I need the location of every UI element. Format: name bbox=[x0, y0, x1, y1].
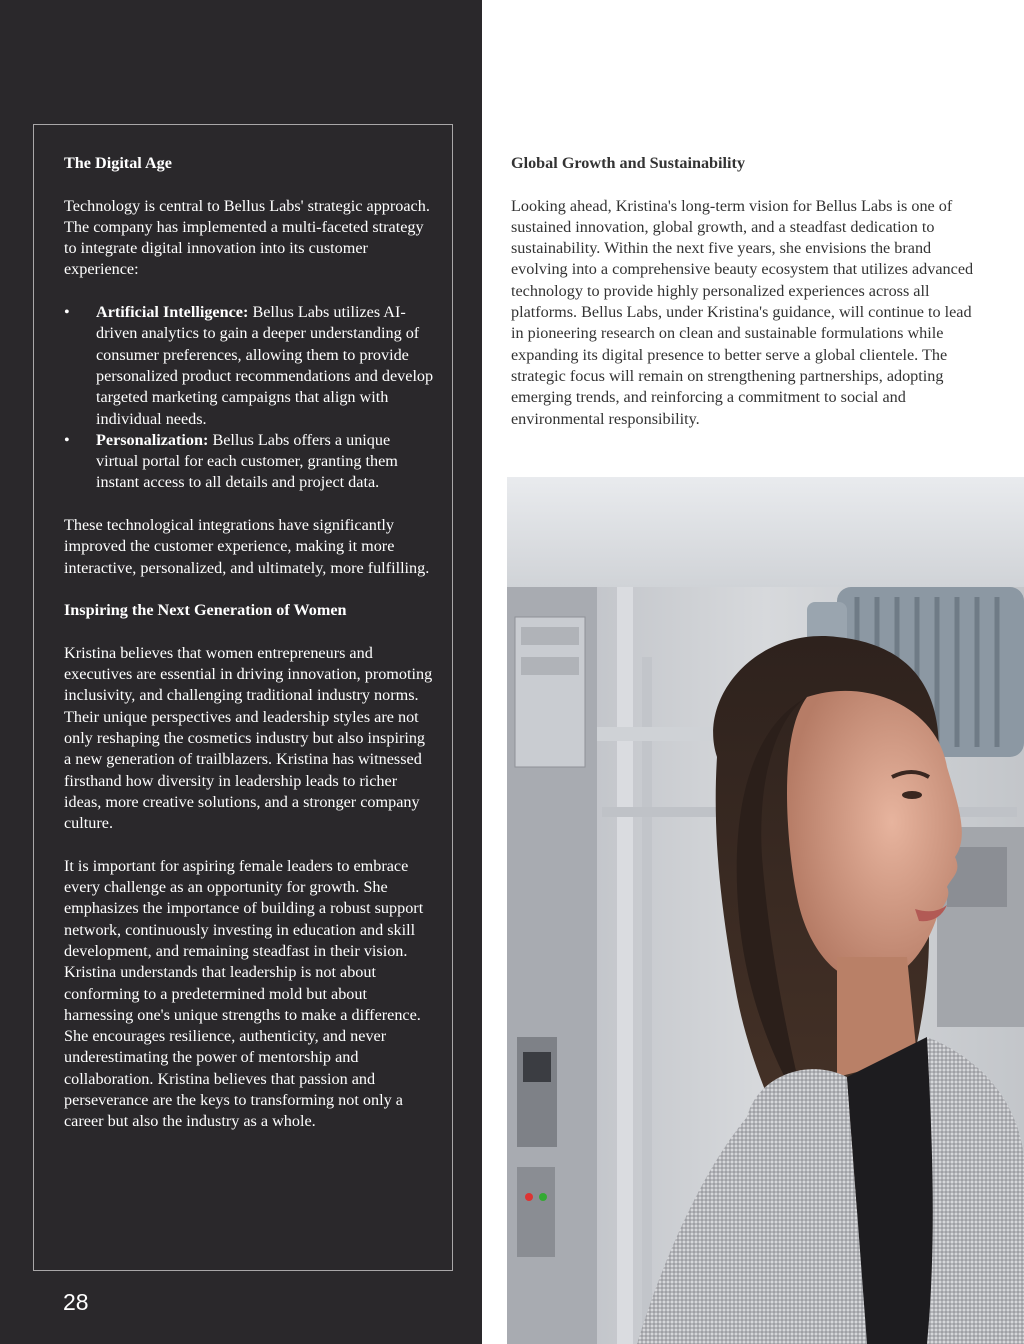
digital-age-outro: These technological integrations have significantly improved the customer experience, making it more interactive, personalized, and ultimately, more fulfilling. bbox=[64, 516, 430, 577]
list-item-ai bbox=[64, 302, 434, 430]
digital-age-intro: Technology is central to Bellus Labs' strategic approach. The company has implemented a multi-faceted strategy to integrate digital innovation into its customer experience: bbox=[64, 196, 430, 279]
page-number: 28 bbox=[63, 1289, 89, 1315]
women-paragraph-1: Kristina believes that women entrepreneurs and executives are essential in driving innovation, promoting inclusivity, and challenging traditional industry norms. Their unique perspectives and leadership styles are not only reshaping the cosmetics industry but also inspiring a new generation of trailblazers. Kristina has witnessed firsthand how diversity in leadership leads to richer ideas, more creative solutions, and a stronger company culture. bbox=[64, 643, 433, 833]
global-growth-paragraph: Looking ahead, Kristina's long-term vision for Bellus Labs is one of sustained innovation, global growth, and a steadfast dedication to sustainability. Within the next five years, she envisions the brand evolving into a comprehensive beauty ecosystem that utilizes advanced technology to provide highly personalized experiences across all platforms. Bellus Labs, under Kristina's guidance, will continue to lead in pioneering research on clean and sustainable formulations while expanding its digital presence to better serve a global clientele. The strategic focus will remain on strengthening partnerships, adopting emerging trends, and reinforcing a commitment to social and environmental responsibility. bbox=[511, 196, 974, 428]
list-item-personalization bbox=[64, 430, 434, 494]
global-growth-heading: Global Growth and Sustainability bbox=[511, 154, 746, 172]
women-heading: Inspiring the Next Generation of Women bbox=[64, 601, 347, 620]
right-article-column bbox=[511, 153, 981, 451]
portrait-illustration bbox=[507, 477, 1024, 1344]
women-paragraph-2: It is important for aspiring female leaders to embrace every challenge as an opportunity for growth. She emphasizes the importance of building a robust support network, continuously investing in education and skill development, and remaining steadfast in their vision. Kristina understands that leadership is not about conforming to a predetermined mold but about harnessing one's unique strengths to make a difference. She encourages resilience, authenticity, and never underestimating the power of mentorship and collaboration. Kristina believes that passion and perseverance are the keys to transforming not only a career but also the industry as a whole. bbox=[64, 856, 424, 1131]
list-item-term: Artificial Intelligence: bbox=[96, 303, 249, 322]
list-item-term: Personalization: bbox=[96, 430, 209, 449]
digital-age-heading: The Digital Age bbox=[64, 154, 172, 172]
left-article-column bbox=[64, 153, 434, 1154]
list-item-text: Bellus Labs offers a unique virtual portal for each customer, granting them instant access to all details and project data. bbox=[96, 430, 398, 492]
digital-strategy-list bbox=[64, 302, 434, 494]
portrait-photo bbox=[507, 477, 1024, 1344]
list-item-text: Bellus Labs utilizes AI-driven analytics to gain a deeper understanding of consumer preferences, allowing them to provide personalized product recommendations and develop targeted marketing campaigns that align with individual needs. bbox=[96, 303, 434, 428]
